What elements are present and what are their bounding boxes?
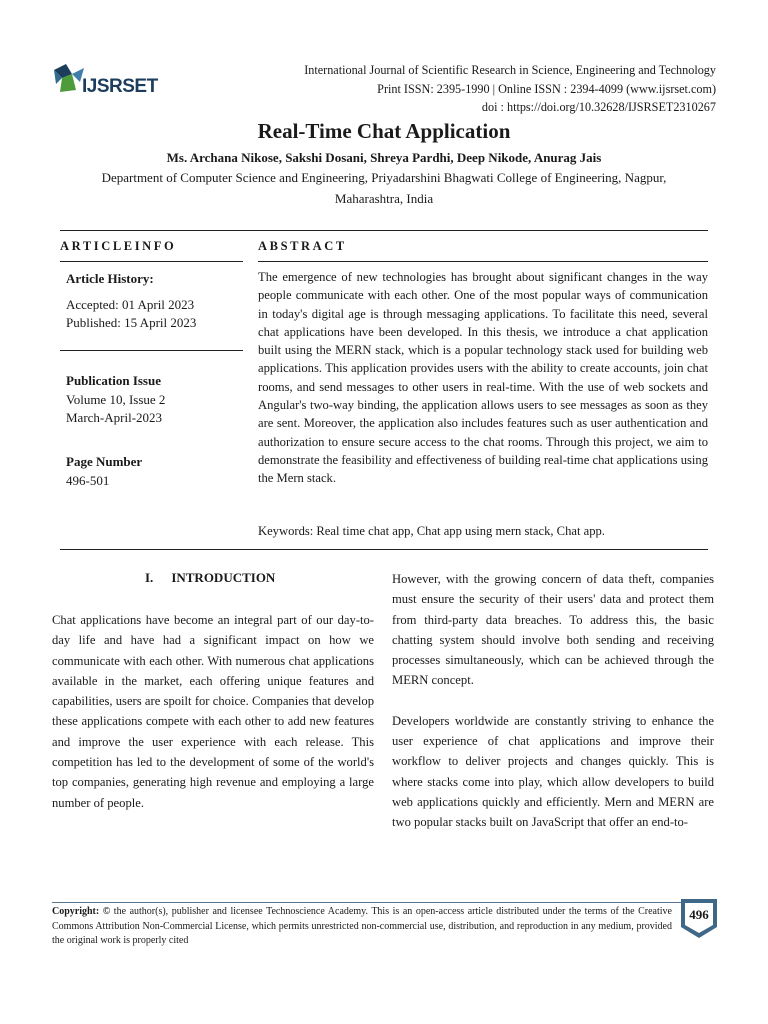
article-info-heading: ARTICLEINFO xyxy=(60,239,177,253)
page-range: 496-501 xyxy=(66,472,110,488)
journal-logo xyxy=(52,62,172,100)
paper-title: Real-Time Chat Application xyxy=(257,119,511,143)
doi-line: doi : https://doi.org/10.32628/IJSRSET2310267 xyxy=(481,100,716,114)
affiliation-line-1: Department of Computer Science and Engineering, Priyadarshini Bhagwati College of Engineering, Nagpur, xyxy=(101,170,667,185)
bottom-rule xyxy=(60,549,708,550)
section-title: INTRODUCTION xyxy=(171,570,276,585)
top-rule xyxy=(60,230,708,231)
page-number-label: Page Number xyxy=(66,454,143,469)
issue-period: March-April-2023 xyxy=(66,410,163,425)
keywords: Keywords: Real time chat app, Chat app using mern stack, Chat app. xyxy=(258,524,605,538)
abstract-heading: ABSTRACT xyxy=(258,239,347,253)
journal-header xyxy=(304,61,716,117)
affiliation-line-2: Maharashtra, India xyxy=(334,190,434,206)
intro-paragraph-3: Developers worldwide are constantly striving to enhance the user experience of chat applications and improve their workflow to deliver projects and changes quickly. This is where stacks come into play, which allow developers to build web applications quickly and efficiently. Mern and MERN are two popular stacks built on JavaScript that offer an end-to- xyxy=(392,713,714,830)
paper-affiliation xyxy=(60,168,708,209)
copyright-label: Copyright: © xyxy=(52,906,111,917)
history-rule xyxy=(60,350,243,351)
published-date: Published: 15 April 2023 xyxy=(66,315,197,330)
publication-issue xyxy=(66,372,165,428)
issue-label: Publication Issue xyxy=(66,373,161,388)
volume-issue: Volume 10, Issue 2 xyxy=(66,391,166,407)
paper-authors: Ms. Archana Nikose, Sakshi Dosani, Shreya Pardhi, Deep Nikode, Anurag Jais xyxy=(166,150,602,165)
article-info-rule xyxy=(60,261,243,262)
intro-paragraph-2: However, with the growing concern of data theft, companies must ensure the security of their users' data and protect them from third-party data breaches. To address this, the basic chatting system should involve both sending and receiving processes simultaneously, which can be achieved through the MERN concept. xyxy=(392,572,714,688)
journal-name: International Journal of Scientific Research in Science, Engineering and Technology xyxy=(304,63,716,77)
left-column xyxy=(52,610,374,813)
section-heading xyxy=(145,570,275,586)
accepted-date: Accepted: 01 April 2023 xyxy=(66,296,195,312)
abstract-rule xyxy=(258,261,708,262)
intro-paragraph-1: Chat applications have become an integral part of our day-to-day life and have had a significant impact on how we communicate with each other. With numerous chat applications available in the market, each offering unique features and capabilities, users are spoilt for choice. Companies that develop these applications compete with each other to add new features and improve the user experience with each release. This competition has led to the development of some of the world's top companies, generating high revenue and employing a large number of people. xyxy=(52,613,374,810)
issn-line: Print ISSN: 2395-1990 | Online ISSN : 2394-4099 (www.ijsrset.com) xyxy=(377,81,716,96)
logo-text: IJSRSET xyxy=(82,76,158,97)
page-number-block xyxy=(66,453,142,490)
copyright-notice xyxy=(52,905,672,949)
page-number: 496 xyxy=(689,907,709,922)
right-column xyxy=(392,569,714,833)
section-number: I. xyxy=(145,570,154,585)
footer-rule xyxy=(52,902,682,903)
abstract-text: The emergence of new technologies has brought about significant changes in the way people communicate with each other. One of the most popular ways of communication in today's digital age is through messaging applications. To facilitate this need, several chat applications have been developed. In this thesis, we introduce a chat application built using the MERN stack, which is a popular technology stack used for building web applications. This application provides users with the ability to create accounts, join chat rooms, and send messages to other users in real-time. With the use of web sockets and Angular's two-way binding, the application allows users to see messages as soon as they are sent. Moreover, the application also includes features such as user authentication and authorization to ensure secure access to the chat rooms. Through this project, we aim to demonstrate the feasibility and effectiveness of building real-time chat applications using the Mern stack. xyxy=(258,270,708,486)
copyright-text: the author(s), publisher and licensee Technoscience Academy. This is an open-access article distributed under the terms of the Creative Commons Attribution Non-Commercial License, which permits unrestricted non-commercial use, distribution, and reproduction in any medium, provided the original work is properly cited xyxy=(52,906,672,946)
article-history xyxy=(66,270,196,333)
history-label: Article History: xyxy=(66,271,154,286)
